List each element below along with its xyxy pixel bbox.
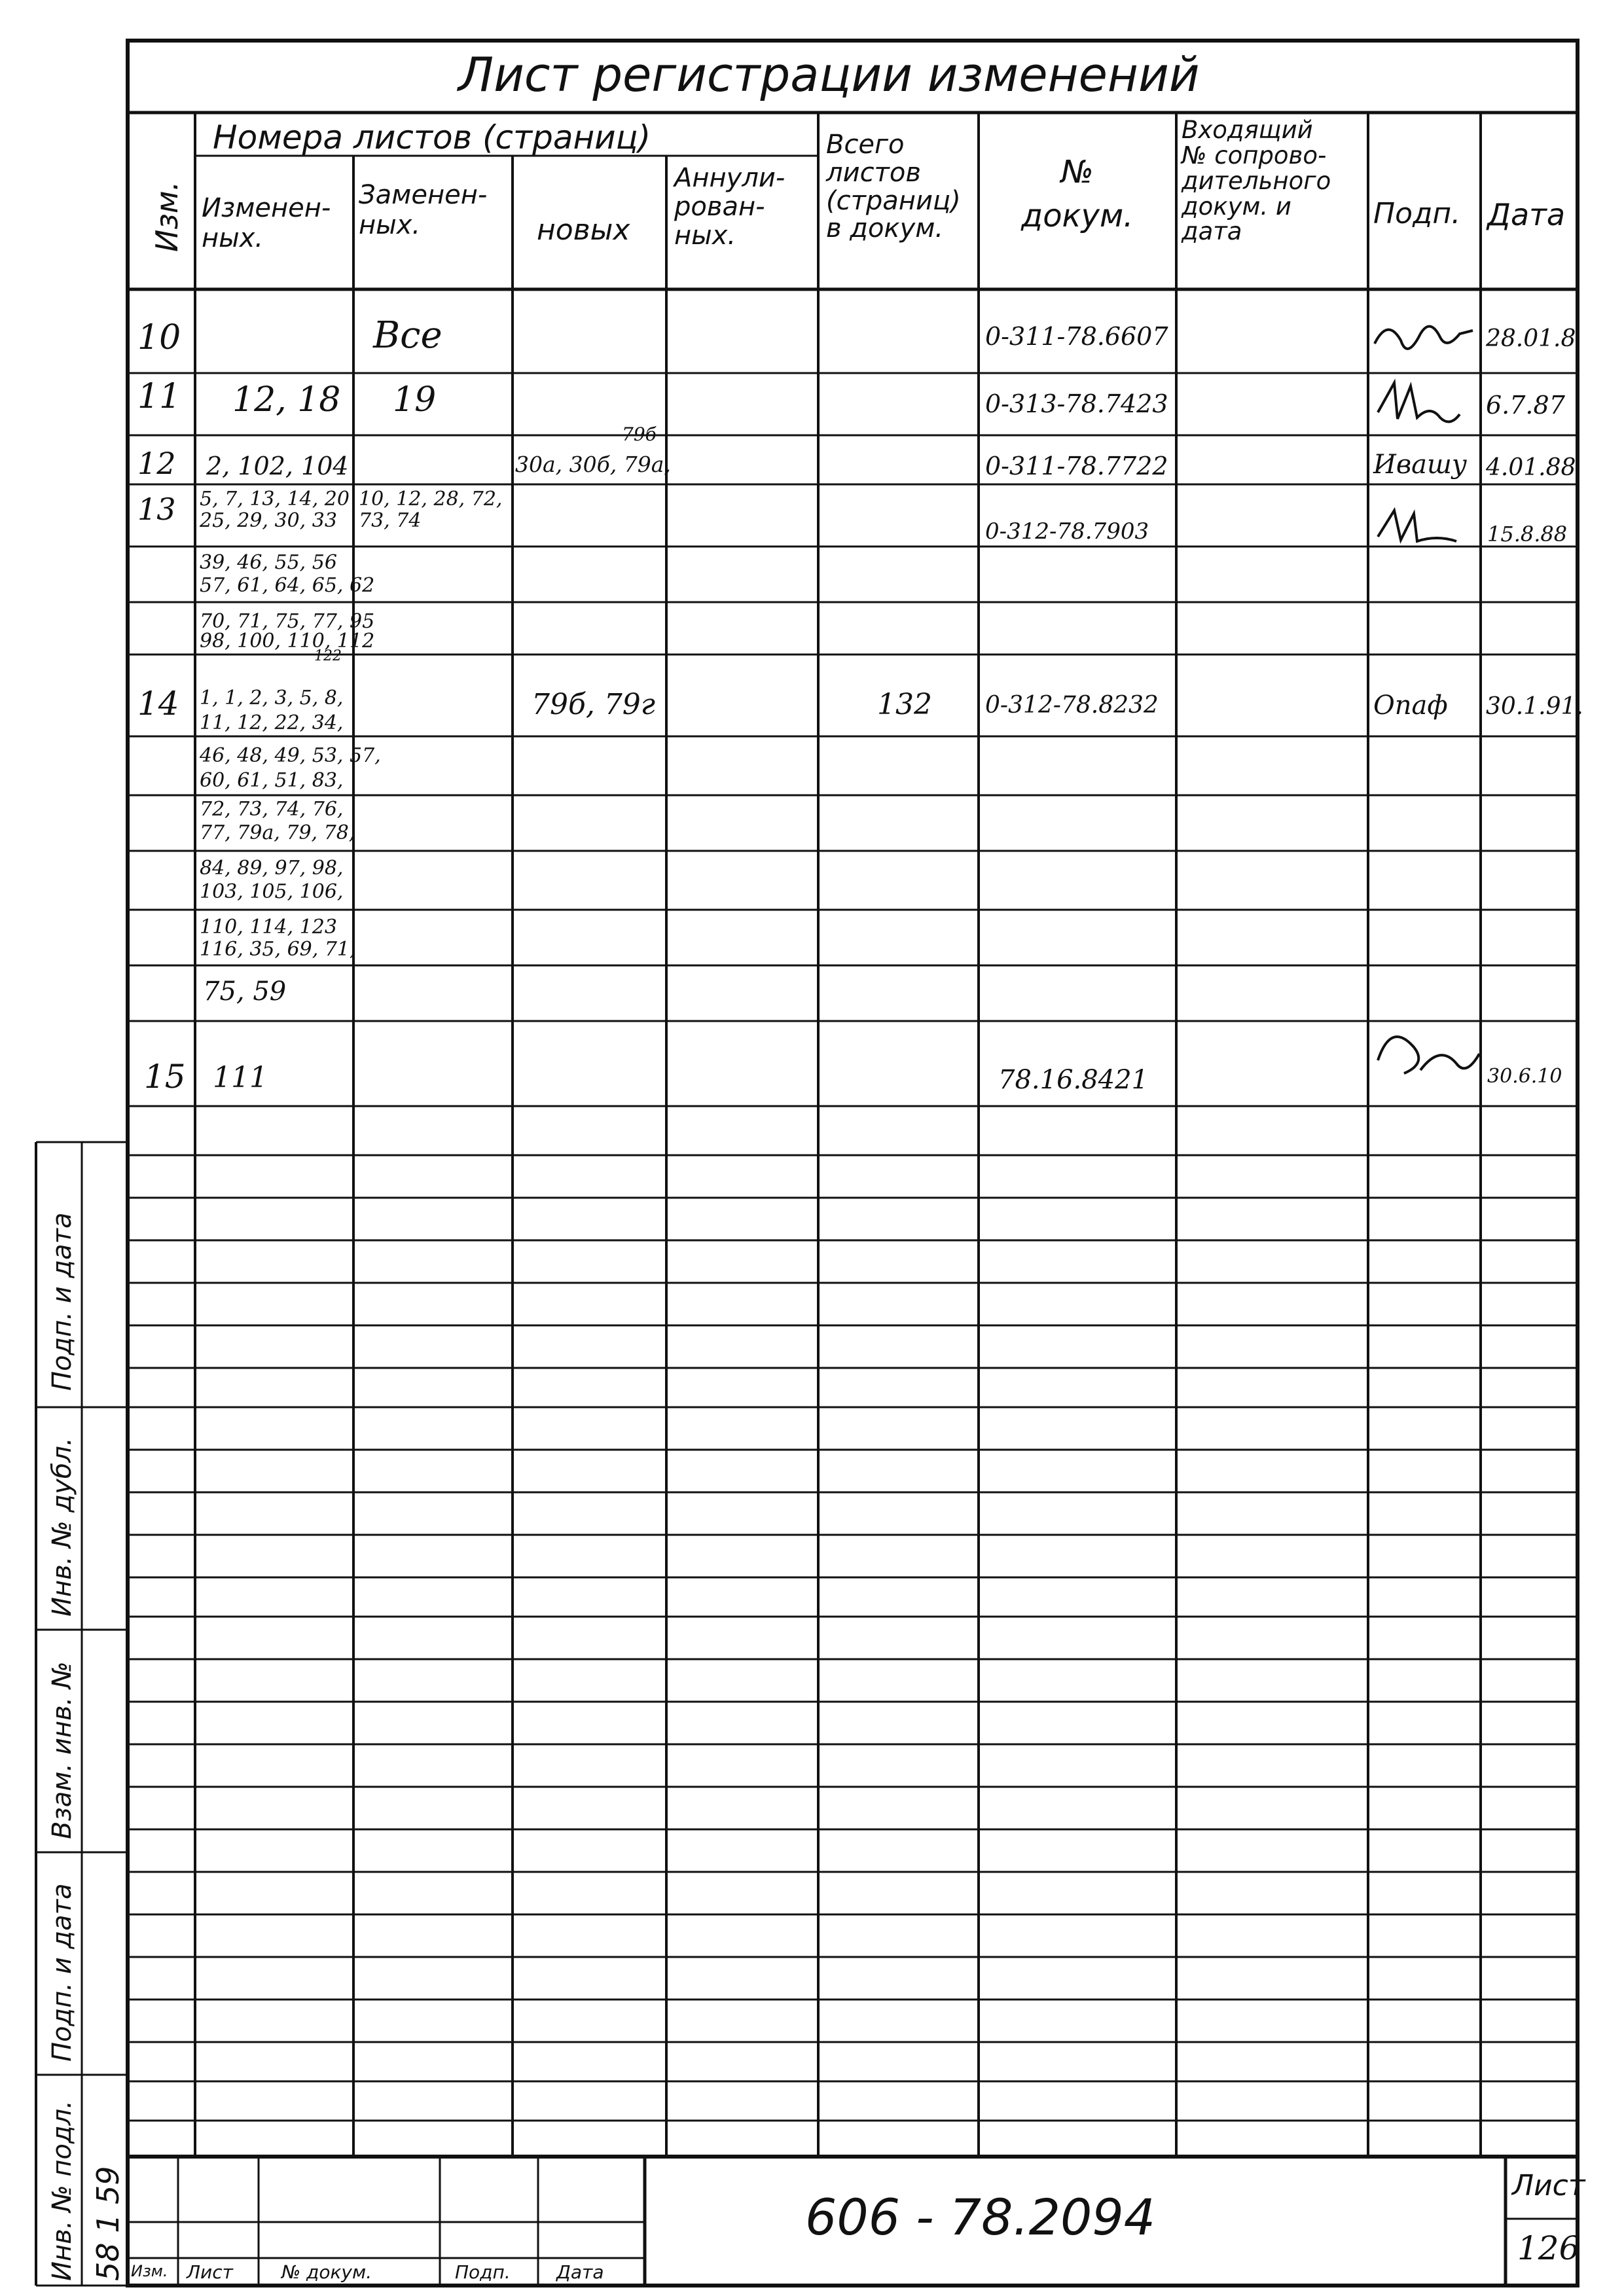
side-label-sign-date-2: Подп. и дата: [47, 1883, 77, 2062]
row-date: 30.6.10: [1487, 1065, 1562, 1088]
row-izm: 10: [137, 318, 181, 357]
row-changed-line: 57, 61, 64, 65, 62: [200, 574, 375, 597]
row-date: 30.1.91.: [1486, 693, 1583, 720]
header-group-label: Номера листов (страниц): [213, 118, 651, 156]
row-changed-line: 1, 1, 2, 3, 5, 8,: [200, 687, 344, 709]
header-date: Дата: [1487, 197, 1566, 232]
row-date: 6.7.87: [1486, 391, 1565, 420]
row-izm: 12: [137, 446, 176, 481]
signature-row15: [1378, 1037, 1479, 1073]
header-incoming: Входящий № сопрово- дительного докум. и дата: [1182, 116, 1331, 246]
side-label-orig-inv: Инв. № подл.: [47, 2100, 77, 2281]
row-date: 28.01.8: [1486, 325, 1576, 352]
row-replaced-line: 10, 12, 28, 72,: [359, 488, 503, 511]
sheet-title: Лист регистрации изменений: [458, 47, 1200, 102]
tb-label-date: Дата: [556, 2261, 604, 2283]
row-izm: 13: [137, 492, 176, 527]
header-changed: Изменен- ных.: [202, 193, 331, 253]
row-docnum: 0-313-78.7423: [985, 389, 1168, 418]
row-new: 79б, 79г: [532, 688, 656, 721]
row-changed-line: 122: [314, 648, 342, 664]
sheet-label: Лист: [1512, 2169, 1585, 2202]
row-sign: Опаф: [1373, 691, 1448, 721]
header-new: новых: [537, 213, 630, 247]
header-annulled: Аннули- рован- ных.: [674, 163, 785, 251]
row-changed-line: 60, 61, 51, 83,: [200, 769, 344, 792]
row-changed: 2, 102, 104: [206, 452, 349, 480]
row-changed-line: 98, 100, 110, 112: [200, 630, 375, 653]
row-changed-line: 46, 48, 49, 53, 57,: [200, 744, 381, 767]
row-changed-line: 5, 7, 13, 14, 20: [200, 488, 350, 511]
row-changed: 12, 18: [232, 380, 341, 420]
row-izm: 11: [137, 377, 181, 416]
row-changed-line: 72, 73, 74, 76,: [200, 798, 344, 821]
row-docnum: 0-312-78.8232: [985, 692, 1159, 719]
sheet-number: 126: [1517, 2229, 1580, 2267]
row-changed: 111: [213, 1061, 268, 1094]
header-sign: Подп.: [1373, 197, 1461, 230]
row-total: 132: [877, 688, 932, 721]
row-changed-line: 110, 114, 123: [200, 916, 337, 939]
row-new: 30а, 30б, 79а,: [515, 452, 671, 477]
row-changed-line: 77, 79а, 79, 78,: [200, 821, 355, 844]
row-changed-line: 84, 89, 97, 98,: [200, 857, 344, 880]
header-replaced: Заменен- ных.: [359, 180, 488, 240]
row-docnum: 0-311-78.7722: [985, 452, 1168, 480]
row-docnum: 0-311-78.6607: [985, 322, 1168, 351]
tb-label-docnum: № докум.: [281, 2261, 372, 2283]
row-izm: 14: [137, 685, 179, 723]
tb-label-izm: Изм.: [131, 2262, 168, 2280]
row-changed-line: 75, 59: [203, 977, 287, 1007]
tb-label-sign: Подп.: [455, 2261, 511, 2283]
header-izm: Изм.: [149, 181, 185, 252]
row-changed-line: 25, 29, 30, 33: [200, 509, 337, 532]
row-sign: Ивашу: [1373, 450, 1468, 480]
row-new-extra: 79б: [622, 423, 657, 445]
row-replaced: 19: [393, 380, 437, 420]
row-docnum: 78.16.8421: [998, 1065, 1149, 1095]
row-replaced-line: 73, 74: [359, 509, 422, 532]
signature-row13: [1378, 511, 1456, 541]
side-label-sign-date: Подп. и дата: [47, 1212, 77, 1391]
row-replaced: Все: [373, 314, 442, 357]
row-izm: 15: [144, 1058, 186, 1096]
side-inv-number: 58 1 59: [90, 2166, 126, 2281]
row-changed-line: 39, 46, 55, 56: [200, 551, 337, 574]
row-changed-line: 70, 71, 75, 77, 95: [200, 610, 375, 633]
side-label-replace-inv: Взам. инв. №: [47, 1661, 77, 1839]
side-label-dup-inv: Инв. № дубл.: [47, 1437, 77, 1617]
row-docnum: 0-312-78.7903: [985, 518, 1149, 545]
signature-row11: [1378, 383, 1460, 422]
header-docnum: № докум.: [1021, 154, 1134, 235]
signature-row10: [1375, 327, 1473, 349]
row-changed-line: 103, 105, 106,: [200, 880, 344, 903]
row-date: 15.8.88: [1487, 522, 1568, 547]
row-changed-line: 11, 12, 22, 34,: [200, 711, 344, 734]
row-date: 4.01.88: [1486, 454, 1576, 481]
row-changed-line: 116, 35, 69, 71,: [200, 938, 356, 961]
header-total: Всего листов (страниц) в докум.: [826, 130, 961, 244]
tb-label-sheet: Лист: [187, 2261, 233, 2283]
document-designation: 606 - 78.2094: [805, 2188, 1156, 2246]
